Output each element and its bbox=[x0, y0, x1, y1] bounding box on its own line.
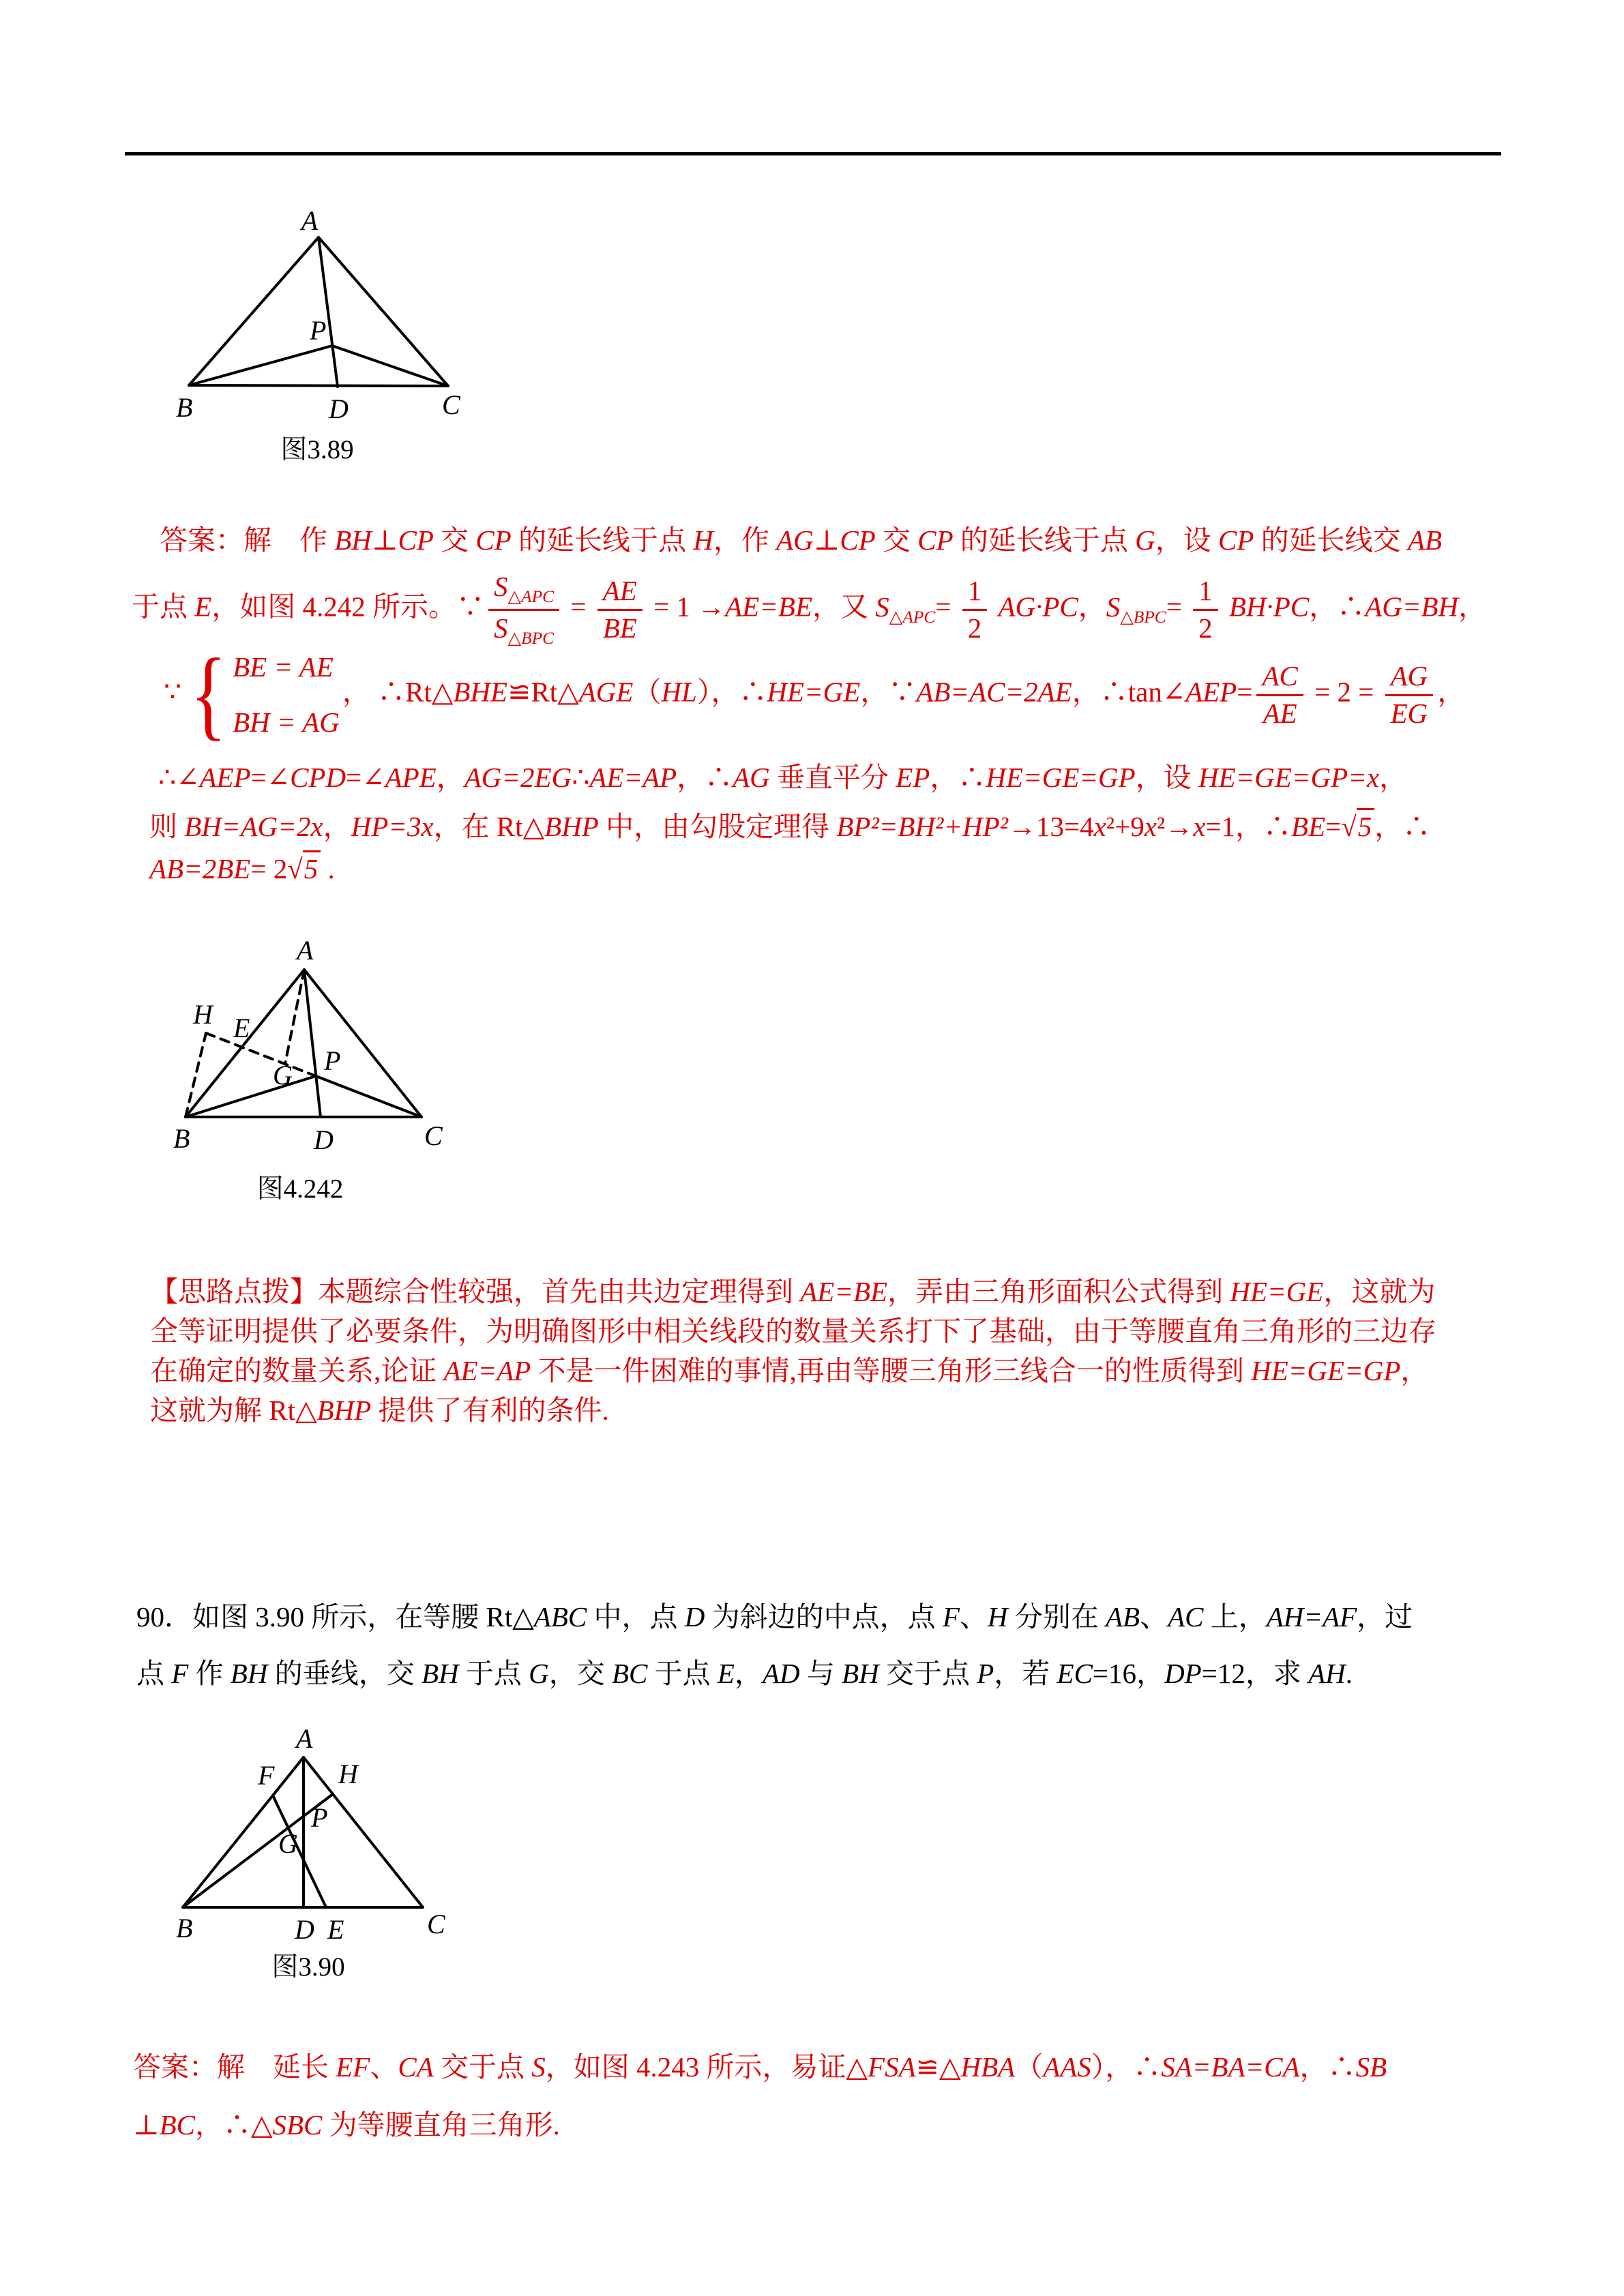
text-run: 的垂线，交 bbox=[267, 1658, 422, 1689]
text-run: ， bbox=[436, 762, 464, 793]
text-run: （ bbox=[633, 676, 662, 708]
text-run: 全等证明提供了必要条件，为明确图形中相关线段的数量关系打下了基础，由于等腰直角三角形的三边存 bbox=[150, 1315, 1436, 1347]
text-run: = 2 = bbox=[1307, 676, 1381, 708]
math-run: SBC bbox=[272, 2109, 323, 2141]
fraction-numerator bbox=[962, 576, 988, 611]
math-run: F bbox=[171, 1658, 189, 1689]
math-run: AE=BE bbox=[725, 591, 813, 623]
problem-90-line2 bbox=[136, 1656, 1353, 1692]
fraction-numerator bbox=[488, 571, 559, 611]
cevian-ad-4242 bbox=[304, 970, 321, 1117]
text-run: 这就为解 Rt△ bbox=[150, 1395, 317, 1426]
label-d: D bbox=[329, 393, 349, 424]
math-run: $S_{\triangle BPC}$ bbox=[494, 612, 555, 648]
text-run: ⊥ bbox=[813, 524, 840, 556]
math-run: AH bbox=[1308, 1658, 1346, 1689]
math-run: AG·PC bbox=[998, 591, 1078, 623]
math-run: EG bbox=[1390, 697, 1428, 729]
text-run: 分别在 bbox=[1007, 1601, 1106, 1632]
fraction bbox=[488, 571, 559, 648]
segment-bp-389 bbox=[189, 346, 332, 385]
text-run: ⊥ bbox=[371, 524, 398, 556]
math-run: $S_{\triangle APC}$ bbox=[494, 571, 555, 607]
text-run: ，∴ bbox=[1299, 2051, 1356, 2083]
answer1-line2 bbox=[132, 571, 1486, 648]
text-run: ），∴ bbox=[1091, 2051, 1162, 2083]
equation-system-rows bbox=[233, 649, 340, 741]
math-run: AB=2BE bbox=[149, 853, 251, 884]
text-run: ，过 bbox=[1357, 1601, 1413, 1632]
math-run: BH·PC bbox=[1228, 591, 1310, 623]
text-run: ， bbox=[734, 1658, 763, 1689]
fraction bbox=[1256, 661, 1303, 730]
text-run: 交 bbox=[875, 524, 918, 556]
text-run: 、 bbox=[1140, 1601, 1168, 1632]
text-run: ，∴△ bbox=[194, 2109, 273, 2141]
text-run: =1，∴ bbox=[1205, 811, 1292, 842]
text-run bbox=[991, 591, 998, 623]
text-run: ），∴ bbox=[696, 676, 767, 708]
text-run: 与 bbox=[799, 1658, 842, 1689]
math-run: H bbox=[987, 1601, 1008, 1632]
math-run: AH=AF bbox=[1266, 1601, 1357, 1632]
math-run: AG=BH bbox=[1365, 591, 1459, 623]
math-run: AC bbox=[1262, 659, 1298, 691]
math-run: HE=GE=GP=x bbox=[1198, 762, 1380, 793]
math-run: D bbox=[684, 1601, 705, 1632]
text-run: ，如图 4.243 所示，易证△ bbox=[545, 2051, 868, 2083]
math-run: G bbox=[1135, 524, 1155, 556]
text-run: = bbox=[1237, 676, 1253, 708]
radicand: 5 bbox=[1357, 808, 1375, 842]
text-run: ，设 bbox=[1135, 762, 1198, 793]
fraction bbox=[962, 576, 988, 644]
math-run: x bbox=[1193, 811, 1206, 842]
math-run: CP bbox=[398, 524, 434, 556]
answer1-line6 bbox=[149, 851, 335, 887]
text-run: ，这就为 bbox=[1323, 1276, 1436, 1307]
math-run: E bbox=[717, 1658, 735, 1689]
fraction bbox=[1193, 576, 1218, 644]
text-run: 2 bbox=[967, 612, 982, 644]
text-run: ，∴ bbox=[930, 762, 986, 793]
math-run: HE=GE=GP bbox=[1251, 1355, 1401, 1386]
text-run: ，交 bbox=[548, 1658, 612, 1689]
text-run: ，∵ bbox=[860, 676, 917, 708]
math-run: ABC bbox=[533, 1601, 587, 1632]
fraction-numerator bbox=[1193, 576, 1218, 611]
math-run: DP bbox=[1164, 1658, 1202, 1689]
text-run: 于点 bbox=[647, 1658, 718, 1689]
answer2-line2 bbox=[133, 2107, 560, 2143]
label-p: P bbox=[324, 1045, 341, 1076]
text-run: =12，求 bbox=[1201, 1658, 1309, 1689]
text-run: ²+9 bbox=[1106, 811, 1145, 842]
text-run: ，设 bbox=[1155, 524, 1219, 556]
text-run: 上， bbox=[1203, 1601, 1267, 1632]
fraction-denominator bbox=[962, 611, 988, 644]
answer2-line1 bbox=[133, 2049, 1387, 2085]
label-f: F bbox=[258, 1760, 275, 1791]
text-run: ，作 bbox=[713, 524, 777, 556]
math-run: AG bbox=[1390, 659, 1428, 691]
text-run: 点 bbox=[136, 1658, 172, 1689]
text-run: 交 bbox=[433, 524, 476, 556]
fraction bbox=[1385, 661, 1434, 730]
math-run: HE=GE bbox=[767, 676, 861, 708]
text-run: 在确定的数量关系,论证 bbox=[150, 1355, 444, 1386]
figure-4-242 bbox=[171, 935, 457, 1156]
radicand: 5 bbox=[303, 850, 321, 884]
math-run: BC bbox=[611, 1658, 648, 1689]
math-run: AG bbox=[776, 524, 814, 556]
label-d: D bbox=[314, 1124, 334, 1155]
text-run: 作 bbox=[188, 1658, 231, 1689]
math-run: EC bbox=[1057, 1658, 1093, 1689]
math-run: CA bbox=[398, 2051, 434, 2083]
math-run: HE=GE bbox=[1230, 1276, 1324, 1307]
figure-3-89-caption: 图3.89 bbox=[280, 435, 354, 464]
math-run: APE bbox=[385, 762, 437, 793]
text-run: 的延长线交 bbox=[1254, 524, 1408, 556]
text-run: 交于点 bbox=[879, 1658, 977, 1689]
triangle-abc-4242 bbox=[186, 970, 422, 1117]
text-run: ⊥ bbox=[133, 2109, 160, 2141]
text-run: ， bbox=[1379, 762, 1408, 793]
square-root bbox=[1341, 808, 1374, 842]
math-run: AGE bbox=[578, 676, 634, 708]
fraction-numerator bbox=[597, 576, 643, 611]
math-run: AB bbox=[1407, 524, 1443, 556]
text-run: ， bbox=[1437, 676, 1466, 708]
math-run: AAS bbox=[1043, 2051, 1091, 2083]
math-run: BC bbox=[159, 2109, 195, 2141]
math-run: SB bbox=[1355, 2051, 1387, 2083]
math-run: EF bbox=[336, 2051, 370, 2083]
text-run: 提供了有利的条件. bbox=[371, 1395, 609, 1426]
equation-row: BH = AG bbox=[233, 706, 340, 739]
text-run: ，弄由三角形面积公式得到 bbox=[887, 1276, 1230, 1307]
math-run: BH bbox=[334, 524, 372, 556]
text-run: 的延长线于点 bbox=[511, 524, 694, 556]
math-run: AEP bbox=[199, 762, 251, 793]
cevian-ad-389 bbox=[319, 237, 338, 387]
text-run: =∠ bbox=[346, 762, 385, 793]
math-run: x bbox=[1144, 811, 1157, 842]
label-b: B bbox=[176, 392, 193, 423]
label-p: P bbox=[310, 315, 327, 346]
text-run: = bbox=[1166, 591, 1190, 623]
math-run: AG bbox=[733, 762, 770, 793]
text-run: 不是一件困难的事情,再由等腰三角形三线合一的性质得到 bbox=[531, 1355, 1252, 1386]
math-run: H bbox=[693, 524, 713, 556]
label-b: B bbox=[173, 1123, 190, 1154]
text-run: ≌△ bbox=[915, 2051, 961, 2083]
left-brace: { bbox=[190, 638, 227, 751]
text-run: ²→ bbox=[1156, 811, 1194, 842]
figure-3-90 bbox=[164, 1723, 457, 1945]
math-run: CP bbox=[917, 524, 954, 556]
label-b: B bbox=[176, 1913, 193, 1943]
figure-3-89 bbox=[157, 201, 484, 426]
tips-line4 bbox=[150, 1392, 609, 1429]
math-run: SA=BA=CA bbox=[1161, 2051, 1300, 2083]
fraction-denominator bbox=[1258, 696, 1303, 730]
text-run: 为斜边的中点，点 bbox=[705, 1601, 943, 1632]
math-run: EP bbox=[896, 762, 930, 793]
text-run: = 2 bbox=[250, 853, 288, 884]
segment-bp-4242 bbox=[186, 1076, 316, 1117]
text-run: = bbox=[1325, 811, 1342, 842]
text-run: ，如图 4.242 所示。∵ bbox=[211, 591, 485, 623]
text-run: 于点 bbox=[458, 1658, 529, 1689]
math-run: $S_{\triangle APC}$ bbox=[875, 591, 936, 627]
answer1-line3 bbox=[164, 638, 1466, 751]
text-run: = bbox=[935, 591, 958, 623]
tips-line2 bbox=[150, 1313, 1436, 1350]
fraction-numerator bbox=[1385, 661, 1434, 696]
text-run: . bbox=[321, 853, 335, 884]
math-run: HL bbox=[661, 676, 697, 708]
text-run: ，又 bbox=[812, 591, 876, 623]
text-run: 于点 bbox=[132, 591, 195, 623]
text-run: ∴ bbox=[572, 762, 590, 793]
math-run: AEP bbox=[1185, 676, 1237, 708]
text-run: 2 bbox=[1198, 612, 1213, 644]
text-run: 【思路点拨】本题综合性较强，首先由共边定理得到 bbox=[150, 1276, 801, 1307]
radical-sign: √ bbox=[287, 853, 303, 884]
text-run: ∴∠ bbox=[158, 762, 200, 793]
text-run: ∵ bbox=[164, 676, 182, 708]
text-run: 的延长线于点 bbox=[953, 524, 1136, 556]
tips-line3 bbox=[150, 1353, 1428, 1389]
label-h: H bbox=[193, 999, 213, 1030]
text-run: ， ∴Rt△ bbox=[342, 676, 454, 708]
math-run: BH bbox=[230, 1658, 268, 1689]
dashed-ag-perpendicular bbox=[285, 970, 304, 1064]
answer1-line4 bbox=[158, 760, 1407, 796]
text-run: ，若 bbox=[994, 1658, 1057, 1689]
math-run: BH bbox=[842, 1658, 879, 1689]
text-run: 答案：解 延长 bbox=[133, 2051, 336, 2083]
fraction-denominator bbox=[488, 611, 559, 648]
answer1-line1 bbox=[160, 522, 1442, 558]
text-run: ≌Rt△ bbox=[507, 676, 579, 708]
fraction bbox=[597, 576, 643, 644]
label-e: E bbox=[233, 1013, 250, 1043]
math-run: P bbox=[977, 1658, 994, 1689]
fraction-denominator bbox=[597, 611, 643, 644]
math-run: HBA bbox=[960, 2051, 1016, 2083]
label-a: A bbox=[297, 935, 314, 966]
math-run: AC bbox=[1168, 1601, 1204, 1632]
text-run: （ bbox=[1015, 2051, 1044, 2083]
math-run: BE bbox=[602, 612, 637, 644]
math-run: HE=GE=GP bbox=[986, 762, 1136, 793]
math-run: BHE bbox=[453, 676, 508, 708]
math-run: AE=AP bbox=[589, 762, 677, 793]
math-run: AD bbox=[762, 1658, 800, 1689]
math-run: CP bbox=[840, 524, 876, 556]
text-run: ，在 Rt△ bbox=[433, 811, 545, 842]
label-c: C bbox=[424, 1120, 443, 1151]
text-run: →13=4 bbox=[1007, 811, 1094, 842]
text-run: ， bbox=[1458, 591, 1487, 623]
label-a: A bbox=[296, 1723, 313, 1754]
figure-3-90-caption: 图3.90 bbox=[271, 1952, 345, 1982]
math-run: S bbox=[531, 2051, 546, 2083]
triangle-abc-389 bbox=[189, 237, 448, 386]
page-top-rule bbox=[125, 152, 1501, 155]
math-run: AE bbox=[602, 574, 637, 606]
math-run: AB=AC=2AE bbox=[916, 676, 1072, 708]
text-run: 交于点 bbox=[433, 2051, 532, 2083]
radical-sign: √ bbox=[1341, 811, 1357, 842]
math-run: BE bbox=[1291, 811, 1326, 842]
text-run: =∠ bbox=[250, 762, 291, 793]
math-run: HP=3x bbox=[351, 811, 434, 842]
text-run: 中，由勾股定理得 bbox=[598, 811, 837, 842]
text-run: = 1 → bbox=[646, 591, 726, 623]
label-g: G bbox=[273, 1060, 293, 1090]
math-run: G bbox=[529, 1658, 549, 1689]
math-run: CPD bbox=[290, 762, 346, 793]
label-c: C bbox=[427, 1909, 445, 1939]
text-run: . bbox=[1345, 1658, 1353, 1689]
math-run: $S_{\triangle BPC}$ bbox=[1106, 591, 1166, 627]
math-run: E bbox=[194, 591, 212, 623]
math-run: F bbox=[942, 1601, 960, 1632]
label-a: A bbox=[301, 205, 319, 236]
math-run: BH=AG=2x bbox=[184, 811, 323, 842]
math-run: CP bbox=[475, 524, 512, 556]
figure-4-242-caption: 图4.242 bbox=[256, 1174, 344, 1204]
tips-line1 bbox=[150, 1274, 1435, 1310]
text-run: 、 bbox=[370, 2051, 398, 2083]
fraction-denominator bbox=[1193, 611, 1218, 644]
fraction-denominator bbox=[1385, 696, 1434, 730]
text-run: 90．如图 3.90 所示，在等腰 Rt△ bbox=[136, 1601, 534, 1632]
text-run: =16， bbox=[1092, 1658, 1165, 1689]
equation-system bbox=[184, 638, 340, 751]
math-run: AG=2EG bbox=[464, 762, 572, 793]
text-run: ，∴ bbox=[1374, 811, 1431, 842]
text-run: 为等腰直角三角形. bbox=[322, 2109, 560, 2141]
label-e: E bbox=[327, 1914, 344, 1945]
text-run: 则 bbox=[149, 811, 185, 842]
math-run: AE bbox=[1263, 697, 1297, 729]
label-d: D bbox=[295, 1914, 314, 1945]
math-run: AB bbox=[1105, 1601, 1140, 1632]
text-run: 1 bbox=[967, 574, 982, 606]
text-run: 、 bbox=[959, 1601, 988, 1632]
equation-row: BE = AE bbox=[233, 651, 334, 683]
math-run: BHP bbox=[316, 1395, 372, 1426]
math-run: x bbox=[1093, 811, 1106, 842]
text-run: ，∴tan∠ bbox=[1072, 676, 1186, 708]
answer1-line5 bbox=[149, 809, 1430, 845]
text-run: ，∴ bbox=[1309, 591, 1365, 623]
segment-bh-390 bbox=[183, 1794, 333, 1907]
text-run: ， bbox=[1078, 591, 1106, 623]
math-run: BP²=BH²+HP² bbox=[836, 811, 1008, 842]
text-run: 垂直平分 bbox=[769, 762, 896, 793]
label-h: H bbox=[338, 1759, 358, 1789]
text-run: = bbox=[563, 591, 593, 623]
text-run: ， bbox=[323, 811, 351, 842]
math-run: AE=AP bbox=[443, 1355, 531, 1386]
square-root bbox=[287, 850, 321, 884]
math-run: FSA bbox=[868, 2051, 916, 2083]
label-c: C bbox=[442, 389, 460, 420]
label-p: P bbox=[311, 1802, 328, 1833]
math-run: BH bbox=[421, 1658, 459, 1689]
text-run: 中，点 bbox=[587, 1601, 685, 1632]
text-run: 1 bbox=[1198, 574, 1213, 606]
text-run bbox=[1222, 591, 1229, 623]
fraction-numerator bbox=[1256, 661, 1303, 696]
math-run: AE=BE bbox=[800, 1276, 888, 1307]
math-run: BHP bbox=[544, 811, 599, 842]
text-run: ， bbox=[1400, 1355, 1429, 1386]
label-g: G bbox=[278, 1828, 298, 1859]
text-run: ，∴ bbox=[677, 762, 733, 793]
problem-90-line1 bbox=[136, 1599, 1413, 1635]
math-run: CP bbox=[1218, 524, 1254, 556]
text-run: 答案：解 作 bbox=[160, 524, 335, 556]
